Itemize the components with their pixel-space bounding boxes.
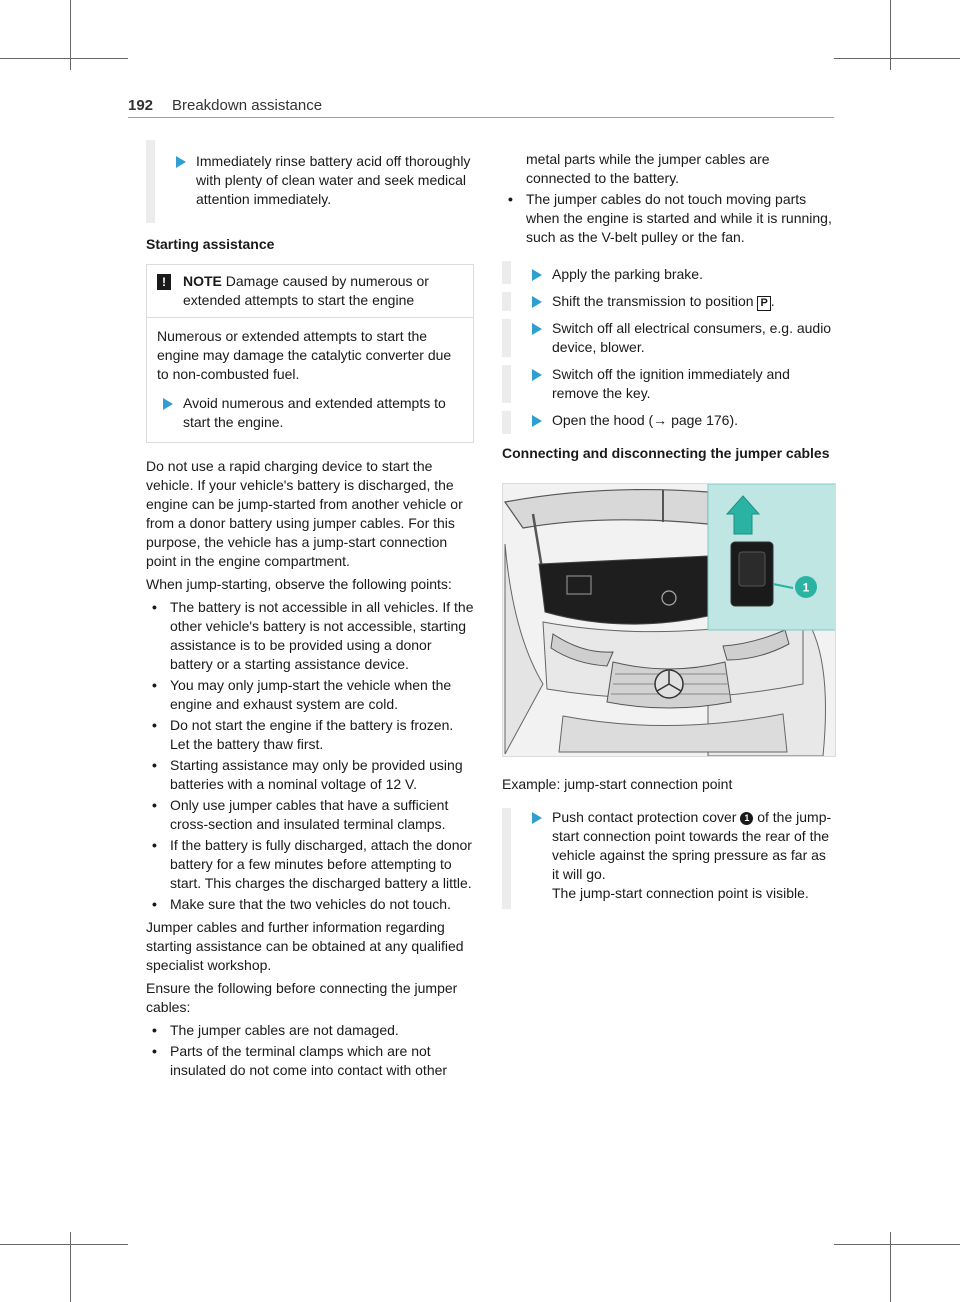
section-title-starting-assistance: Starting assistance bbox=[146, 236, 275, 252]
step-text: Open the hood (→ page 176). bbox=[552, 412, 739, 428]
action-step: Shift the transmission to position P . bbox=[526, 292, 836, 311]
steps-box bbox=[502, 292, 836, 311]
paragraph: Ensure the following before connecting the jumper cables: bbox=[146, 980, 458, 1015]
note-label: NOTE bbox=[183, 273, 222, 289]
crop-mark bbox=[890, 0, 891, 70]
action-step bbox=[170, 152, 474, 209]
callout-1-icon: 1 bbox=[740, 812, 753, 825]
steps-box bbox=[502, 411, 836, 434]
step-stripe bbox=[502, 411, 511, 434]
list-item: • Parts of the terminal clamps which are not insulated do not come into contact with other bbox=[152, 1043, 448, 1078]
arrow-icon bbox=[532, 269, 542, 281]
left-column bbox=[146, 140, 474, 1084]
step-stripe bbox=[502, 808, 511, 909]
crop-mark bbox=[0, 1244, 128, 1245]
note-header bbox=[147, 265, 473, 318]
note-text: Numerous or extended attempts to start the engine may damage the catalytic converter due to non-combusted fuel. bbox=[157, 328, 452, 382]
arrow-icon bbox=[532, 323, 542, 335]
crop-mark bbox=[834, 1244, 960, 1245]
arrow-icon bbox=[532, 812, 542, 824]
step-result: The jump-start connection point is visible. bbox=[552, 885, 809, 901]
arrow-icon bbox=[532, 369, 542, 381]
paragraph: When jump-starting, observe the following points: bbox=[146, 576, 452, 592]
steps-box bbox=[502, 365, 836, 403]
gear-p-icon: P bbox=[757, 296, 770, 311]
section-title-jumper-cables: Connecting and disconnecting the jumper cables bbox=[502, 445, 830, 461]
arrow-icon bbox=[532, 415, 542, 427]
list-item: • The jumper cables are not damaged. bbox=[152, 1022, 399, 1038]
paragraph: Do not use a rapid charging device to start the vehicle. If your vehicle's battery is discharged, the engine can be jump-started from another vehicle or from a donor battery using jumper cables. For this purpose, the vehicle has a jump-start connection point in the engine compartment. bbox=[146, 458, 463, 569]
step-text: Push contact protection cover bbox=[552, 809, 737, 825]
figure-callout: 1 bbox=[802, 580, 810, 595]
paragraph: Jumper cables and further information regarding starting assistance can be obtained at any qualified specialist workshop. bbox=[146, 919, 464, 973]
step-text: Switch off all electrical consumers, e.g. audio device, blower. bbox=[552, 320, 832, 355]
step-stripe bbox=[146, 140, 155, 223]
checks-list bbox=[146, 1021, 474, 1080]
action-step bbox=[526, 365, 836, 403]
arrow-icon bbox=[532, 296, 542, 308]
step-stripe bbox=[502, 261, 511, 284]
note-box bbox=[146, 264, 474, 443]
continuation-text: metal parts while the jumper cables are connected to the battery. bbox=[526, 151, 770, 186]
arrow-icon bbox=[163, 398, 173, 410]
crop-mark bbox=[0, 58, 128, 59]
figure-caption: Example: jump-start connection point bbox=[502, 776, 733, 792]
page-header bbox=[128, 94, 834, 118]
header-title: Breakdown assistance bbox=[172, 97, 323, 114]
list-item: • The jumper cables do not touch moving parts when the engine is started and while it is running, such as the V-belt pulley or the fan. bbox=[508, 191, 832, 245]
action-step bbox=[526, 808, 836, 909]
steps-box bbox=[502, 319, 836, 357]
step-stripe bbox=[502, 292, 511, 311]
step-text: Immediately rinse battery acid off thoroughly with plenty of clean water and seek medical attention immediately. bbox=[196, 153, 471, 207]
action-step bbox=[526, 319, 836, 357]
list-item: • You may only jump-start the vehicle when the engine and exhaust system are cold. bbox=[152, 677, 452, 712]
crop-mark bbox=[834, 58, 960, 59]
step-text: Shift the transmission to position bbox=[552, 293, 754, 309]
rinse-step-box bbox=[146, 140, 474, 223]
step-text: Switch off the ignition immediately and remove the key. bbox=[552, 366, 790, 401]
action-step bbox=[526, 411, 836, 434]
arrow-icon bbox=[176, 156, 186, 168]
steps-box bbox=[502, 261, 836, 284]
step-stripe bbox=[502, 319, 511, 357]
push-step-box bbox=[502, 808, 836, 909]
note-action-text: Avoid numerous and extended attempts to start the engine. bbox=[183, 395, 446, 430]
page-number: 192 bbox=[128, 97, 154, 114]
list-item: • Do not start the engine if the battery is frozen. Let the battery thaw first. bbox=[152, 717, 454, 752]
list-item: • The battery is not accessible in all vehicles. If the other vehicle's battery is not accessible, starting assistance is to be provided using a donor battery or a starting assistance device. bbox=[152, 599, 474, 672]
step-stripe bbox=[502, 365, 511, 403]
note-title: Damage caused by numerous or extended attempts to start the engine bbox=[183, 273, 429, 308]
action-step bbox=[526, 261, 836, 284]
warning-icon: ! bbox=[157, 274, 171, 290]
note-action bbox=[157, 394, 463, 432]
step-text: of the jump-start connection point towards the rear of the vehicle against the spring pressure as far as it will go. bbox=[552, 809, 832, 882]
crop-mark bbox=[70, 0, 71, 70]
list-item: • If the battery is fully discharged, attach the donor battery for a few minutes before attempting to start. This charges the discharged battery a little. bbox=[152, 837, 472, 891]
list-item: • Only use jumper cables that have a sufficient cross-section and insulated terminal clamps. bbox=[152, 797, 449, 832]
note-body bbox=[147, 318, 473, 442]
step-text: Apply the parking brake. bbox=[552, 266, 703, 282]
points-list bbox=[146, 598, 474, 914]
list-item: • Make sure that the two vehicles do not touch. bbox=[152, 896, 451, 912]
engine-compartment-illustration bbox=[503, 484, 836, 757]
right-column bbox=[502, 150, 836, 909]
crop-mark bbox=[70, 1232, 71, 1302]
crop-mark bbox=[890, 1232, 891, 1302]
engine-compartment-figure bbox=[502, 483, 836, 757]
continuation-list bbox=[502, 190, 836, 247]
list-item: • Starting assistance may only be provided using batteries with a nominal voltage of 12 V. bbox=[152, 757, 463, 792]
